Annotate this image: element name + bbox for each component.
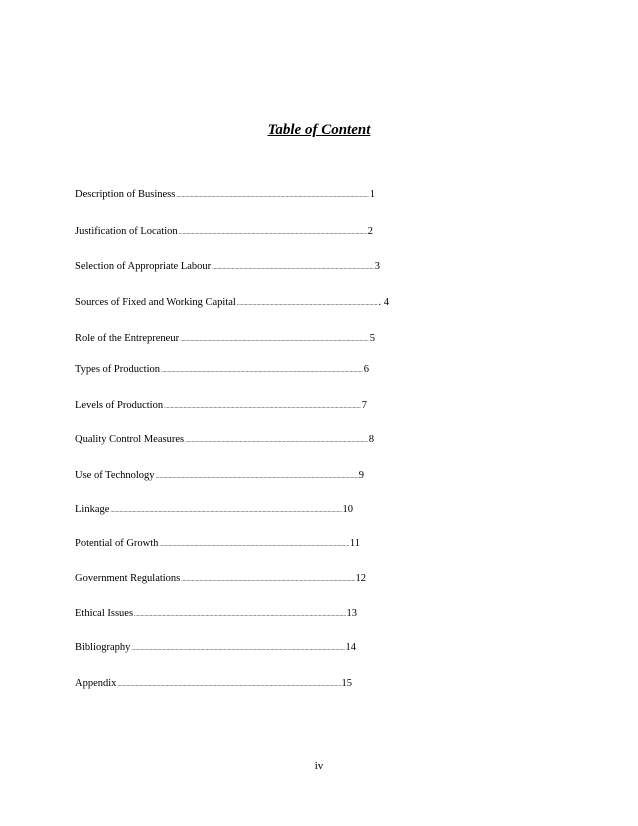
toc-entry-page: 7 bbox=[361, 400, 367, 411]
toc-entry-role-of-the-entrepreneur bbox=[75, 332, 375, 347]
toc-entry-page: 11 bbox=[349, 538, 360, 549]
toc-entry-quality-control-measures bbox=[75, 433, 374, 448]
toc-leader-dots bbox=[110, 504, 341, 518]
toc-leader-dots bbox=[131, 642, 344, 656]
toc-entry-label: Types of Production bbox=[75, 364, 161, 375]
toc-entry-page: . 4 bbox=[378, 297, 389, 308]
toc-entry-label: Levels of Production bbox=[75, 400, 164, 411]
toc-entry-use-of-technology bbox=[75, 469, 364, 484]
toc-entry-label: Justification of Location bbox=[75, 226, 178, 237]
toc-leader-dots bbox=[180, 333, 369, 347]
toc-entry-sources-of-fixed-and-working-capital bbox=[75, 296, 389, 311]
toc-entry-selection-of-appropriate-labour bbox=[75, 260, 380, 275]
toc-entry-page: 9 bbox=[358, 470, 364, 481]
toc-entry-label: Appendix bbox=[75, 678, 117, 689]
toc-leader-dots bbox=[117, 678, 340, 692]
toc-entry-page: 2 bbox=[367, 226, 373, 237]
toc-entry-page: 13 bbox=[346, 608, 357, 619]
toc-entry-ethical-issues bbox=[75, 607, 357, 622]
toc-entry-page: 8 bbox=[368, 434, 374, 445]
toc-entry-label: Ethical Issues bbox=[75, 608, 134, 619]
toc-entry-levels-of-production bbox=[75, 399, 367, 414]
toc-leader-dots bbox=[156, 470, 358, 484]
toc-entry-label: Government Regulations bbox=[75, 573, 181, 584]
toc-entry-label: Role of the Entrepreneur bbox=[75, 333, 180, 344]
toc-entry-label: Use of Technology bbox=[75, 470, 155, 481]
toc-entry-types-of-production bbox=[75, 363, 369, 378]
toc-entry-potential-of-growth bbox=[75, 537, 360, 552]
toc-leader-dots bbox=[176, 189, 368, 203]
toc-entry-page: 6 bbox=[363, 364, 369, 375]
toc-leader-dots bbox=[164, 400, 361, 414]
toc-leader-dots bbox=[159, 538, 348, 552]
toc-leader-dots bbox=[212, 261, 374, 275]
page-title: Table of Content bbox=[267, 122, 371, 138]
toc-entry-government-regulations bbox=[75, 572, 366, 587]
toc-entry-label: Linkage bbox=[75, 504, 110, 515]
toc-entry-label: Quality Control Measures bbox=[75, 434, 185, 445]
toc-leader-dots bbox=[161, 364, 363, 378]
toc-entry-page: 5 bbox=[369, 333, 375, 344]
toc-entry-label: Selection of Appropriate Labour bbox=[75, 261, 212, 272]
page-number: iv bbox=[314, 760, 324, 772]
toc-entry-page: 1 bbox=[369, 189, 375, 200]
toc-entry-appendix bbox=[75, 677, 352, 692]
toc-entry-page: 15 bbox=[341, 678, 352, 689]
toc-entry-page: 3 bbox=[374, 261, 380, 272]
toc-leader-dots bbox=[185, 434, 368, 448]
toc-entry-bibliography bbox=[75, 641, 356, 656]
toc-leader-dots bbox=[179, 226, 367, 240]
toc-entry-label: Sources of Fixed and Working Capital bbox=[75, 297, 236, 308]
toc-entry-page: 12 bbox=[355, 573, 366, 584]
toc-leader-dots bbox=[134, 608, 345, 622]
toc-entry-label: Bibliography bbox=[75, 642, 131, 653]
toc-entry-description-of-business bbox=[75, 188, 375, 203]
toc-entry-label: Potential of Growth bbox=[75, 538, 159, 549]
toc-leader-dots bbox=[181, 573, 354, 587]
toc-entry-label: Description of Business bbox=[75, 189, 176, 200]
toc-entry-page: 10 bbox=[342, 504, 353, 515]
toc-entry-linkage bbox=[75, 503, 353, 518]
toc-leader-dots bbox=[237, 297, 378, 311]
toc-entry-justification-of-location bbox=[75, 225, 373, 240]
toc-entry-page: 14 bbox=[345, 642, 356, 653]
